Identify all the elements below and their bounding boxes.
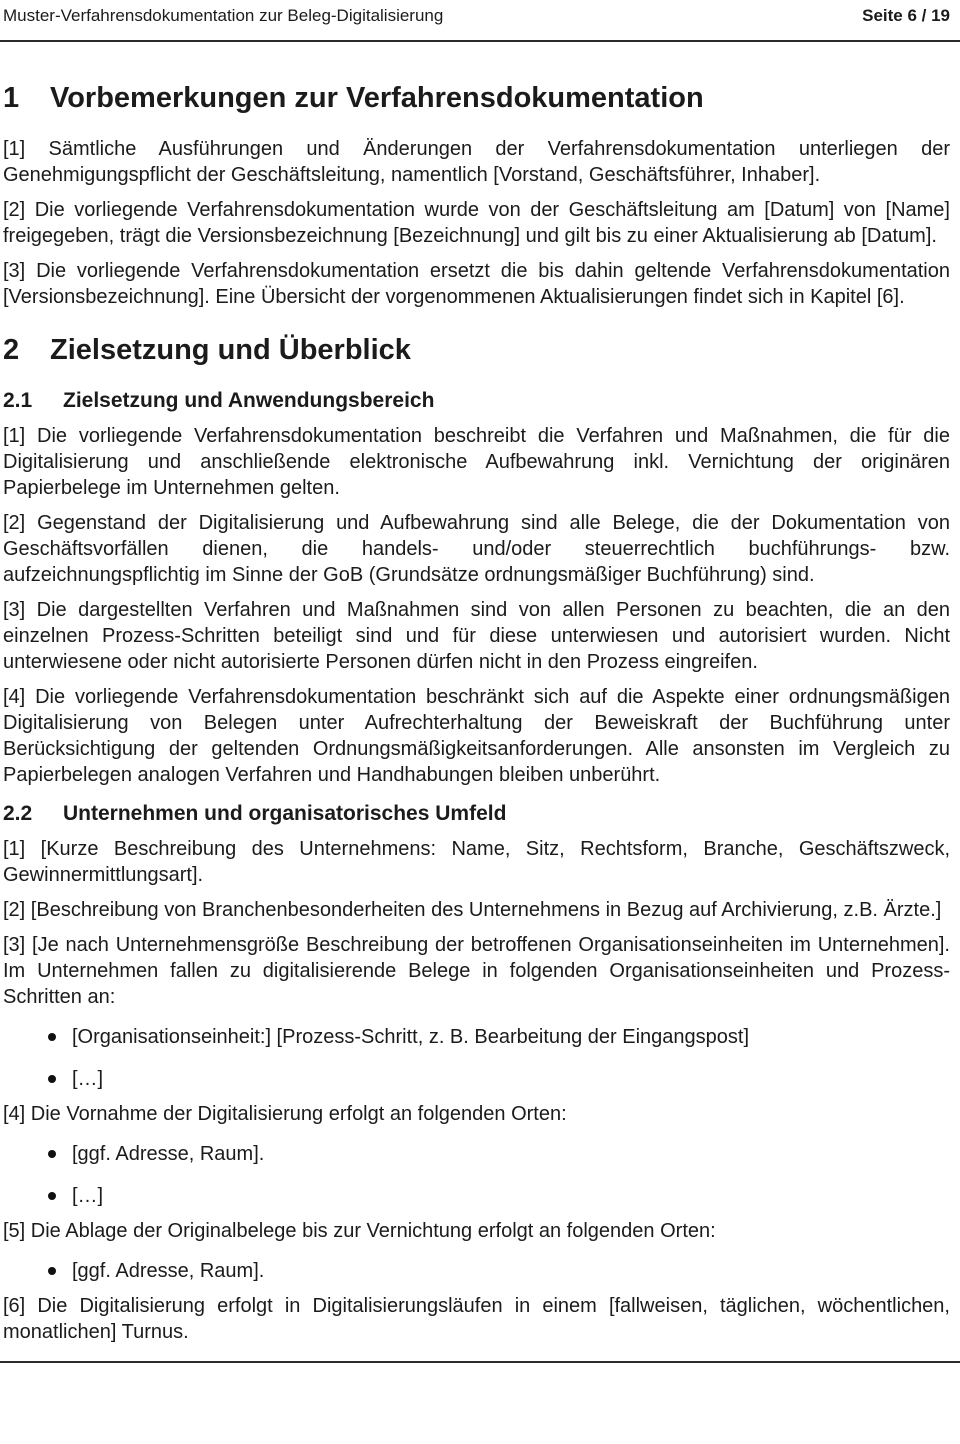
bullet-list xyxy=(3,1258,950,1284)
heading-text: Vorbemerkungen zur Verfahrensdokumentation xyxy=(50,82,704,114)
bullet-item xyxy=(3,1258,950,1284)
bullet-icon xyxy=(48,1150,56,1158)
footer-rule xyxy=(0,1361,960,1363)
bullet-item xyxy=(3,1024,950,1050)
section-heading xyxy=(3,80,950,116)
bullet-item xyxy=(3,1183,950,1209)
header-page-number: Seite 6 / 19 xyxy=(862,6,950,25)
paragraph: [6] Die Digitalisierung erfolgt in Digitalisierungsläufen in einem [fallweisen, täglichen, wöchentlichen, monatlichen] Turnus. xyxy=(3,1295,950,1343)
heading-number: 2.1 xyxy=(3,389,33,412)
paragraph: [1] Die vorliegende Verfahrensdokumentation beschreibt die Verfahren und Maßnahmen, die für die Digitalisierung und anschließende elektronische Aufbewahrung inkl. Vernichtung der originären Papierbelege im Unternehmen gelten. xyxy=(3,425,950,499)
bullet-text: […] xyxy=(72,1185,104,1207)
paragraph: [2] [Beschreibung von Branchenbesonderheiten des Unternehmens in Bezug auf Archivierung, z.B. Ärzte.] xyxy=(3,899,942,921)
header-document-title: Muster-Verfahrensdokumentation zur Beleg-Digitalisierung xyxy=(3,6,444,25)
paragraph: [2] Die vorliegende Verfahrensdokumentation wurde von der Geschäftsleitung am [Datum] von [Name] freigegeben, trägt die Versionsbezeichnung [Bezeichnung] und gilt bis zu einer Aktualisierung ab [Datum]. xyxy=(3,199,950,247)
document-body xyxy=(3,80,950,1345)
heading-number: 2 xyxy=(3,334,20,366)
bullet-item xyxy=(3,1141,950,1167)
paragraph: [3] Die vorliegende Verfahrensdokumentation ersetzt die bis dahin geltende Verfahrensdokumentation [Versionsbezeichnung]. Eine Übersicht der vorgenommenen Aktualisierungen findet sich in Kapitel [6]. xyxy=(3,260,950,308)
paragraph: [2] Gegenstand der Digitalisierung und Aufbewahrung sind alle Belege, die der Dokumentation von Geschäftsvorfällen dienen, die handels- und/oder steuerrechtlich buchführungs- bzw. aufzeichnungspflichtig im Sinne der GoB (Grundsätze ordnungsmäßiger Buchführung) sind. xyxy=(3,512,950,586)
bullet-icon xyxy=(48,1192,56,1200)
heading-text: Zielsetzung und Anwendungsbereich xyxy=(63,389,435,412)
paragraph: [4] Die Vornahme der Digitalisierung erfolgt an folgenden Orten: xyxy=(3,1103,567,1125)
bullet-text: […] xyxy=(72,1068,104,1090)
bullet-text: [Organisationseinheit:] [Prozess-Schritt, z. B. Bearbeitung der Eingangspost] xyxy=(72,1026,750,1048)
paragraph: [1] Sämtliche Ausführungen und Änderungen der Verfahrensdokumentation unterliegen der Genehmigungspflicht der Geschäftsleitung, namentlich [Vorstand, Geschäftsführer, Inhaber]. xyxy=(3,138,950,186)
header-rule xyxy=(0,40,960,42)
bullet-list xyxy=(3,1141,950,1209)
subsection-heading xyxy=(3,801,950,827)
bullet-icon xyxy=(48,1033,56,1041)
heading-text: Zielsetzung und Überblick xyxy=(50,334,411,366)
heading-text: Unternehmen und organisatorisches Umfeld xyxy=(63,802,507,825)
paragraph: [1] [Kurze Beschreibung des Unternehmens: Name, Sitz, Rechtsform, Branche, Geschäftszweck, Gewinnermittlungsart]. xyxy=(3,838,950,886)
bullet-item xyxy=(3,1066,950,1092)
heading-number: 2.2 xyxy=(3,802,33,825)
bullet-icon xyxy=(48,1075,56,1083)
bullet-text: [ggf. Adresse, Raum]. xyxy=(72,1143,265,1165)
bullet-text: [ggf. Adresse, Raum]. xyxy=(72,1260,265,1282)
heading-number: 1 xyxy=(3,82,20,114)
paragraph: [3] Die dargestellten Verfahren und Maßnahmen sind von allen Personen zu beachten, die an den einzelnen Prozess-Schritten beteiligt sind und für diese unterwiesen und autorisiert wurden. Nicht unterwiesene oder nicht autorisierte Personen dürfen nicht in den Prozess eingreifen. xyxy=(3,599,950,673)
paragraph: [4] Die vorliegende Verfahrensdokumentation beschränkt sich auf die Aspekte einer ordnungsmäßigen Digitalisierung von Belegen unter Aufrechterhaltung der Beweiskraft der Buchführung unter Berücksichtigung der geltenden Ordnungsmäßigkeitsanforderungen. Alle ansonsten im Vergleich zu Papierbelegen analogen Verfahren und Handhabungen bleiben unberührt. xyxy=(3,686,950,786)
paragraph: [5] Die Ablage der Originalbelege bis zur Vernichtung erfolgt an folgenden Orten: xyxy=(3,1220,716,1242)
subsection-heading xyxy=(3,388,950,414)
paragraph: [3] [Je nach Unternehmensgröße Beschreibung der betroffenen Organisationseinheiten im Unternehmen]. Im Unternehmen fallen zu digitalisierende Belege in folgenden Organisationseinheiten und Prozess-Schritten an: xyxy=(3,934,950,1008)
page-header xyxy=(3,5,950,27)
bullet-icon xyxy=(48,1267,56,1275)
section-heading xyxy=(3,332,950,368)
bullet-list xyxy=(3,1024,950,1092)
